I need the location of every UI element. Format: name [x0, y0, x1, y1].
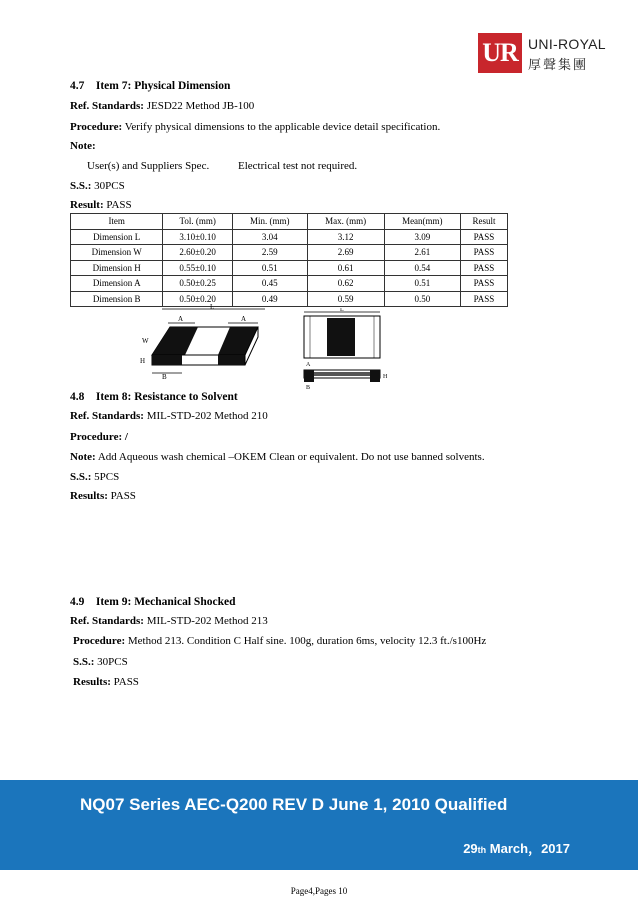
table-cell: 0.55±0.10 — [163, 260, 233, 276]
footer-title: NQ07 Series AEC-Q200 REV D June 1, 2010 Qualified — [80, 795, 508, 814]
section-4-8-heading: 4.8 Item 8: Resistance to Solvent — [70, 391, 238, 403]
section-4-7-note-label: Note: — [70, 140, 96, 152]
table-header: Item — [71, 214, 163, 230]
table-cell: 2.59 — [232, 245, 307, 261]
table-header: Result — [460, 214, 507, 230]
table-cell: 0.61 — [307, 260, 384, 276]
table-header: Min. (mm) — [232, 214, 307, 230]
section-4-8-procedure: Procedure: / — [70, 431, 128, 443]
section-4-7-note-a: User(s) and Suppliers Spec. — [87, 160, 210, 172]
table-cell: Dimension A — [71, 276, 163, 292]
table-cell: 0.50 — [384, 291, 460, 307]
table-cell: 0.45 — [232, 276, 307, 292]
table-row — [71, 245, 508, 261]
table-row — [71, 291, 508, 307]
table-header: Max. (mm) — [307, 214, 384, 230]
section-4-9-heading: 4.9 Item 9: Mechanical Shocked — [70, 596, 236, 608]
section-4-8-ref: Ref. Standards: MIL-STD-202 Method 210 — [70, 410, 268, 422]
table-cell: 3.09 — [384, 229, 460, 245]
table-cell: Dimension H — [71, 260, 163, 276]
table-cell: PASS — [460, 229, 507, 245]
logo-name-en: UNI-ROYAL — [528, 36, 606, 52]
table-cell: 0.50±0.25 — [163, 276, 233, 292]
table-row — [71, 229, 508, 245]
table-cell: 3.10±0.10 — [163, 229, 233, 245]
table-cell: 0.59 — [307, 291, 384, 307]
table-cell: 3.04 — [232, 229, 307, 245]
table-cell: 0.50±0.20 — [163, 291, 233, 307]
table-cell: 0.51 — [384, 276, 460, 292]
section-4-7-heading: 4.7 Item 7: Physical Dimension — [70, 80, 231, 92]
table-cell: Dimension B — [71, 291, 163, 307]
table-cell: 3.12 — [307, 229, 384, 245]
fig-label-l: L — [210, 303, 215, 311]
section-4-9-ref: Ref. Standards: MIL-STD-202 Method 213 — [70, 615, 268, 627]
table-row — [71, 276, 508, 292]
table-cell: PASS — [460, 260, 507, 276]
table-cell: PASS — [460, 276, 507, 292]
table-cell: Dimension W — [71, 245, 163, 261]
section-4-8-note: Note: Add Aqueous wash chemical –OKEM Clean or equivalent. Do not use banned solvents. — [70, 451, 485, 463]
section-4-8-ss: S.S.: 5PCS — [70, 471, 120, 483]
table-cell: 2.61 — [384, 245, 460, 261]
table-cell: 0.49 — [232, 291, 307, 307]
table-cell: 2.69 — [307, 245, 384, 261]
section-4-9-results: Results: PASS — [73, 676, 139, 688]
table-row — [71, 260, 508, 276]
logo-name-cn: 厚聲集團 — [528, 58, 589, 73]
section-4-7-procedure: Procedure: Verify physical dimensions to the applicable device detail specification. — [70, 121, 441, 133]
table-cell: 2.60±0.20 — [163, 245, 233, 261]
section-4-9-ss: S.S.: 30PCS — [73, 656, 128, 668]
fig2-label-h: H — [383, 374, 388, 380]
fig-label-h: H — [140, 357, 146, 365]
section-4-7-ss: S.S.: 30PCS — [70, 180, 125, 192]
logo-mark: UR — [478, 33, 522, 73]
section-4-9-procedure: Procedure: Method 213. Condition C Half sine. 100g, duration 6ms, velocity 12.3 ft./s100Hz — [73, 635, 487, 647]
table-cell: Dimension L — [71, 229, 163, 245]
fig-label-w: W — [142, 337, 149, 345]
table-cell: PASS — [460, 291, 507, 307]
table-cell: 0.54 — [384, 260, 460, 276]
fig2-label-l: L — [340, 308, 344, 313]
chip-resistor-isometric-figure — [140, 303, 270, 381]
page-number: Page4,Pages 10 — [290, 886, 348, 896]
fig-label-a-right: A — [241, 315, 247, 323]
table-cell: 0.51 — [232, 260, 307, 276]
footer-date: 29th March，2017 — [463, 841, 570, 856]
section-4-7-note-b: Electrical test not required. — [238, 160, 358, 172]
table-cell: 0.62 — [307, 276, 384, 292]
table-cell: PASS — [460, 245, 507, 261]
fig-label-b: B — [162, 373, 167, 381]
table-header: Mean(mm) — [384, 214, 460, 230]
section-4-8-results: Results: PASS — [70, 490, 136, 502]
dimension-table — [70, 213, 508, 307]
fig2-label-b: B — [306, 385, 311, 390]
section-4-7-result: Result: PASS — [70, 199, 132, 211]
table-header: Tol. (mm) — [163, 214, 233, 230]
fig-label-a-left: A — [178, 315, 184, 323]
section-4-7-ref: Ref. Standards: JESD22 Method JB-100 — [70, 100, 255, 112]
table-header-row — [71, 214, 508, 230]
fig2-label-a: A — [306, 362, 311, 368]
chip-resistor-top-side-figure — [300, 308, 390, 390]
